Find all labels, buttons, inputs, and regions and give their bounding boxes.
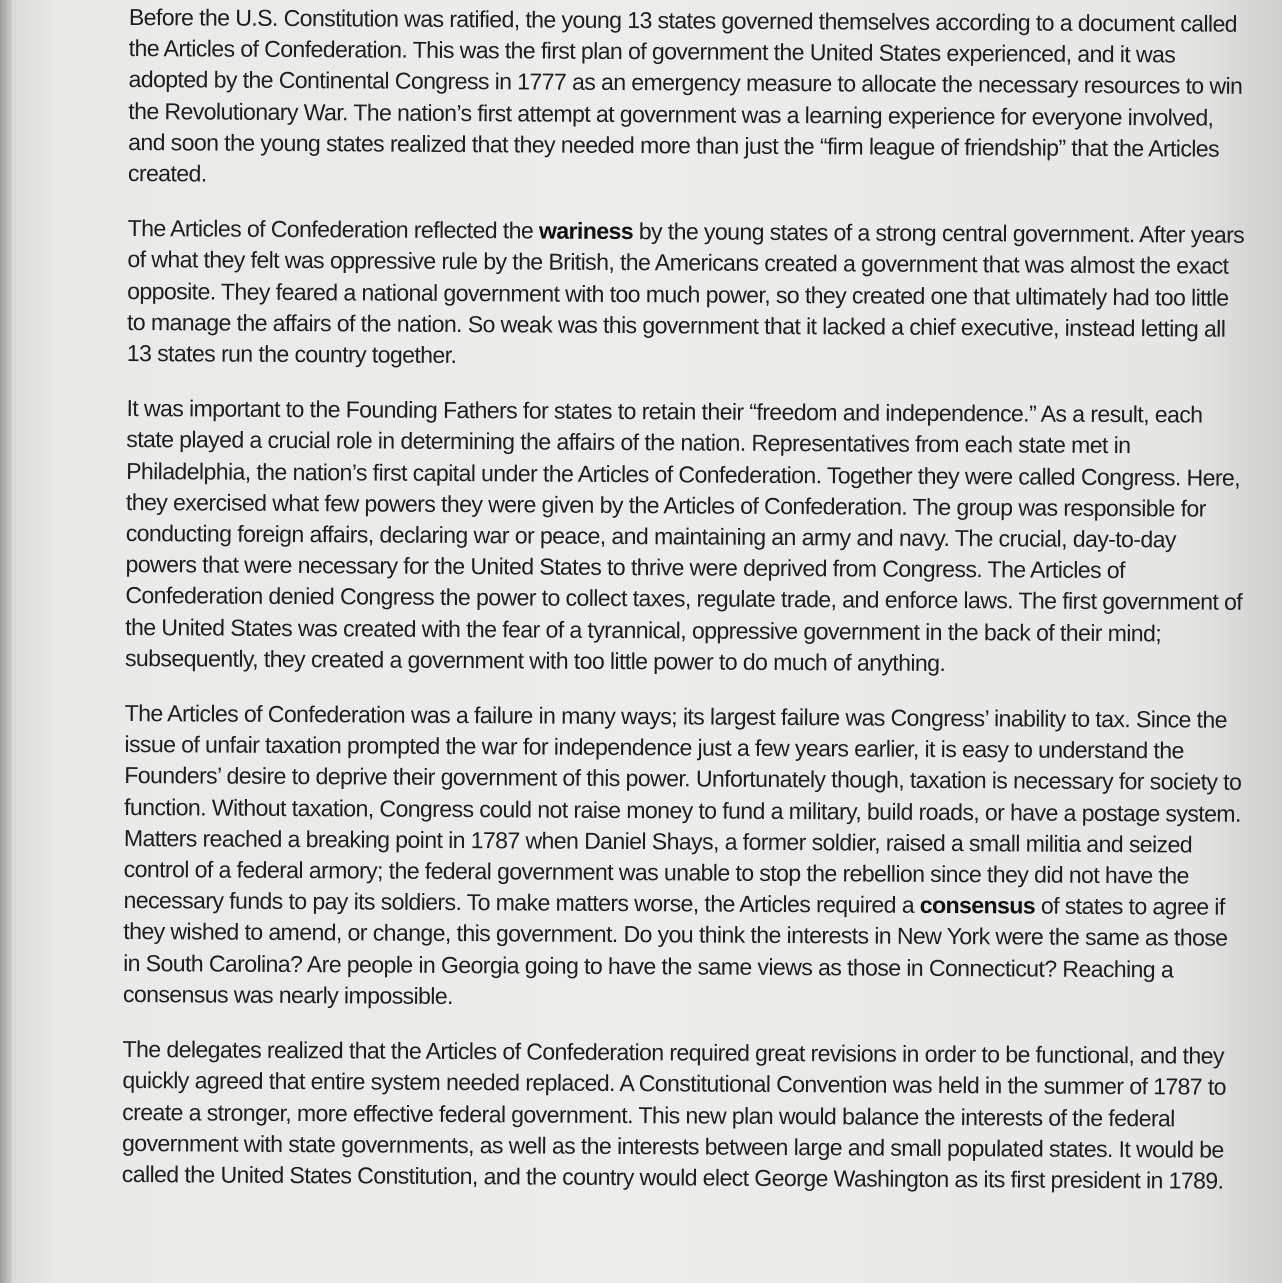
- paragraph-1: [128, 2, 1254, 196]
- paragraph-2: [127, 213, 1253, 376]
- page-edge-shadow: [0, 0, 12, 1283]
- vocabulary-term-wariness: wariness: [538, 217, 634, 245]
- paragraph-3: [125, 393, 1252, 681]
- paragraph-text: The Articles of Confederation reflected the: [127, 215, 540, 244]
- paragraph-4: [123, 698, 1250, 1017]
- paragraph-text: The delegates realized that the Articles of Confederation required great revisions in order to be functional, and they quickly agreed that entire system needed replaced. A Constitutional Convention was held in the summer of 1787 to create a stronger, more effective federal government. This new plan would balance the interests of the federal government with state governments, as well as the interests between large and small populated states. It would be called the United States Constitution, and the country would elect George Washington as its first president in 1789.: [121, 1036, 1227, 1194]
- paragraph-text: by the young states of a strong central government. After years of what they felt was oppressive rule by the British, the Americans created a government that was almost the exact opposite. They feared a national government with too much power, so they created one that ultimately had too little to manage the affairs of the nation. So weak was this government that it lacked a chief executive, instead letting all 13 states run the country together.: [126, 218, 1245, 369]
- document-page: [122, 2, 1254, 1221]
- paragraph-text: The Articles of Confederation was a failure in many ways; its largest failure was Congress’ inability to tax. Since the issue of unfair taxation prompted the war for independence just a few years earlier, it is easy to understand the Founders’ desire to deprive their government of this power. Unfortunately though, taxation is necessary for society to function. Without taxation, Congress could not raise money to fund a military, build roads, or have a postage system. Matters reached a breaking point in 1787 when Daniel Shays, a former soldier, raised a small militia and seized control of a federal armory; the federal government was unable to stop the rebellion since they did not have the necessary funds to pay its soldiers. To make matters worse, the Articles required a: [123, 700, 1242, 919]
- paragraph-text: Before the U.S. Constitution was ratified, the young 13 states governed themselves according to a document called the Articles of Confederation. This was the first plan of government the United States experienced, and it was adopted by the Continental Congress in 1777 as an emergency measure to allocate the necessary resources to win the Revolutionary War. The nation’s first attempt at government was a learning experience for everyone involved, and soon the young states realized that they needed more than just the “firm league of friendship” that the Articles created.: [127, 3, 1243, 187]
- paragraph-text: of states to agree if they wished to amend, or change, this government. Do you think the interests in New York were the same as those in South Carolina? Are people in Georgia going to have the same views as those in Connecticut? Reaching a consensus was nearly impossible.: [122, 892, 1228, 1009]
- paragraph-5: [122, 1034, 1248, 1197]
- paragraph-text: It was important to the Founding Fathers for states to retain their “freedom and independence.” As a result, each state played a crucial role in determining the affairs of the nation. Representatives from each state met in Philadelphia, the nation’s first capital under the Articles of Confederation. Together they were called Congress. Here, they exercised what few powers they were given by the Articles of Confederation. The group was responsible for conducting foreign affairs, declaring war or peace, and maintaining an army and navy. The crucial, day-to-day powers that were necessary for the United States to thrive were deprived from Congress. The Articles of Confederation denied Congress the power to collect taxes, regulate trade, and enforce laws. The first government of the United States was created with the fear of a tyrannical, oppressive government in the back of their mind; subsequently, they created a government with too little power to do much of anything.: [124, 395, 1243, 676]
- vocabulary-term-consensus: consensus: [919, 892, 1036, 919]
